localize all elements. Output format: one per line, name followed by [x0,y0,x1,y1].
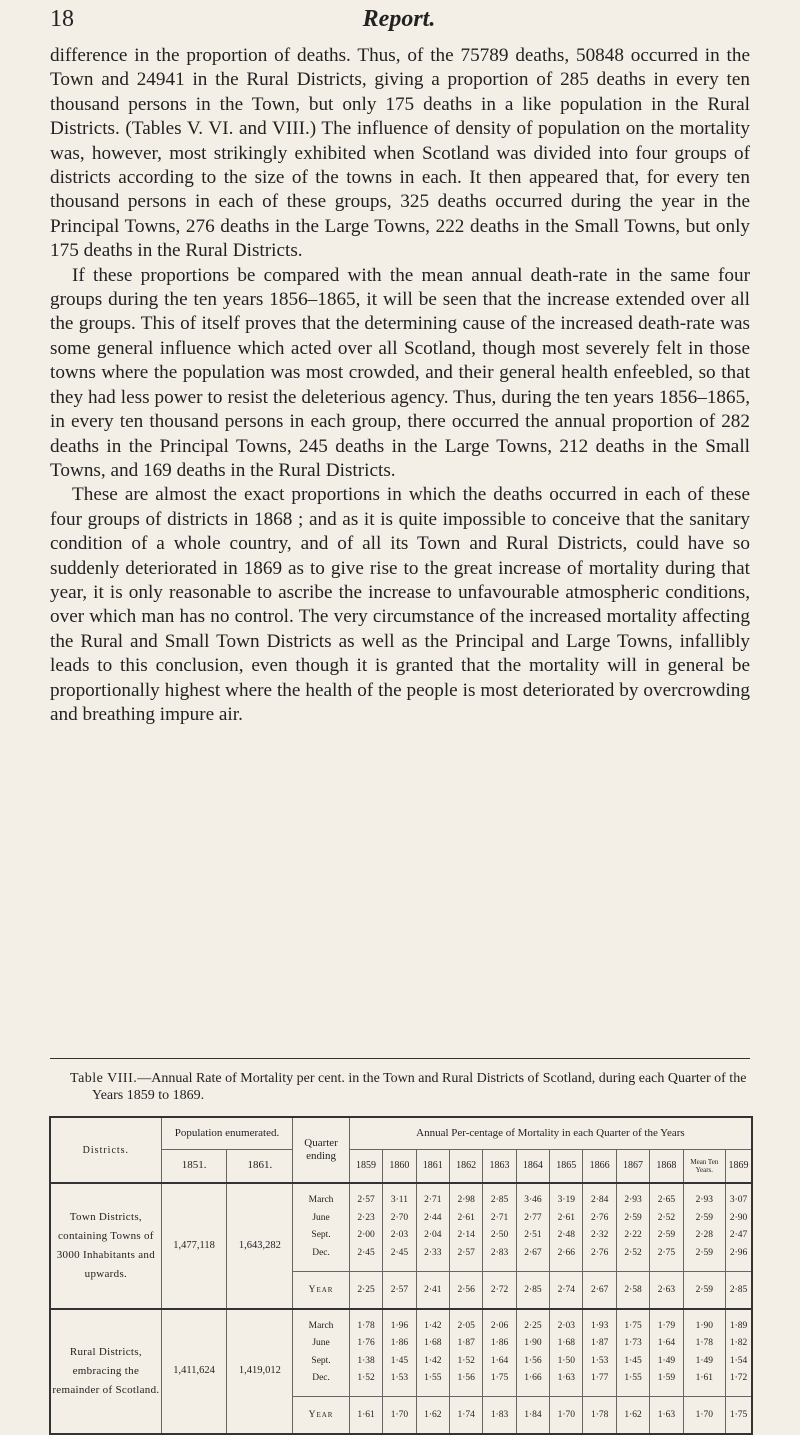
year-label: Year [293,1271,350,1309]
rate-value: 1·87 [457,1338,475,1349]
rate-value: 1·50 [557,1355,575,1366]
year-rate-value: 2·57 [383,1271,416,1309]
year-rate-value: 2·25 [349,1271,382,1309]
rate-value: 2·23 [357,1212,375,1223]
rate-value: 1·77 [590,1373,609,1384]
rate-value: 3·11 [390,1195,408,1206]
paragraph: These are almost the exact proportions in which the deaths occurred in each of these four groups of districts in 1868 ; and as it is quite impossible to conceive that the sanitary condition of a whole country, and of all its Town and Rural Districts, could have so suddenly deteriorated in 1869 as to give rise to the great increase of mortality during that year, it is only reasonable to ascribe the increase to unfavourable atmospheric conditions, over which man has no control. The very circumstance of the increased mortality affecting the Rural and Small Town Districts as well as the Principal and Large Towns, infallibly leads to this conclusion, even though it is granted that the mortality will in general be proportionally highest where the health of the people is most deteriorated by overcrowding and breathing impure air. [50,484,750,725]
rate-value: 1·59 [657,1373,676,1384]
rate-value: 1·76 [357,1338,375,1349]
quarter-values-column [383,1183,416,1271]
quarter-values-column [726,1183,752,1271]
rate-value: 1·63 [557,1373,575,1384]
header-population: Population enumerated. [161,1117,292,1149]
year-rate-value: 2·85 [516,1271,549,1309]
rate-value: 3·19 [557,1195,575,1206]
district-name: Rural Districts, embracing the remainder of Scotland. [50,1309,161,1435]
quarter-values-column [583,1183,616,1271]
table-caption [70,1070,750,1104]
rate-value: 2·25 [524,1320,542,1331]
rate-value: 2·70 [390,1212,409,1223]
year-rate-value: 1·84 [516,1397,549,1435]
year-rate-value: 2·41 [416,1271,449,1309]
header-year: 1859 [349,1149,382,1183]
rate-value: 2·14 [457,1230,475,1241]
quarter-labels [293,1309,350,1397]
rate-value: 2·75 [657,1247,676,1258]
rate-value: 3·07 [729,1195,748,1206]
rate-value: 1·68 [557,1338,575,1349]
quarter-values-column [483,1183,516,1271]
quarter-values-column [483,1309,516,1397]
rate-value: 2·51 [524,1230,542,1241]
rate-value: 2·57 [357,1195,375,1206]
quarter-label: Sept. [311,1355,331,1366]
quarter-values-column [383,1309,416,1397]
year-rate-value: 2·74 [550,1271,583,1309]
rate-value: 2·59 [695,1247,714,1258]
rate-value: 2·45 [357,1247,375,1258]
rate-value: 1·90 [695,1320,714,1331]
year-rate-value: 2·85 [726,1271,752,1309]
quarter-values-column [616,1309,649,1397]
rate-value: 1·45 [390,1355,409,1366]
header-year: 1860 [383,1149,416,1183]
rate-value: 1·72 [729,1373,748,1384]
header-year: 1865 [550,1149,583,1183]
rate-value: 1·75 [624,1320,642,1331]
rate-value: 2·03 [390,1230,409,1241]
header-year: 1862 [449,1149,482,1183]
rate-value: 1·55 [624,1373,642,1384]
rate-value: 2·66 [557,1247,575,1258]
header-year: 1868 [650,1149,683,1183]
quarter-values-column [726,1309,752,1397]
rate-value: 1·89 [729,1320,748,1331]
header-year-1869: 1869 [726,1149,752,1183]
rate-value: 2·98 [457,1195,475,1206]
rate-value: 1·78 [357,1320,375,1331]
quarter-values-column [683,1309,725,1397]
rate-value: 1·55 [424,1373,442,1384]
quarter-values-column [416,1309,449,1397]
rate-value: 2·06 [490,1320,509,1331]
quarter-values-column [449,1183,482,1271]
rate-value: 1·78 [695,1338,714,1349]
quarter-label: June [312,1338,330,1349]
rate-value: 2·22 [624,1230,642,1241]
year-rate-value: 1·61 [349,1397,382,1435]
rate-value: 1·45 [624,1355,642,1366]
rate-value: 2·47 [729,1230,748,1241]
mortality-table [49,1116,753,1435]
quarter-rows [50,1309,752,1397]
year-rate-value: 2·72 [483,1271,516,1309]
rate-value: 2·03 [557,1320,575,1331]
rate-value: 2·05 [457,1320,475,1331]
rate-value: 2·04 [424,1230,442,1241]
rate-value: 2·93 [624,1195,642,1206]
rate-value: 3·46 [524,1195,542,1206]
table-label: Table VIII. [70,1071,138,1086]
quarter-values-column [550,1183,583,1271]
rate-value: 1·73 [624,1338,642,1349]
rate-value: 2·00 [357,1230,375,1241]
population-pop-1851: 1,477,118 [161,1183,227,1309]
rate-value: 1·52 [357,1373,375,1384]
rate-value: 2·85 [490,1195,509,1206]
quarter-values-column [650,1309,683,1397]
rate-value: 2·65 [657,1195,676,1206]
header-year: 1864 [516,1149,549,1183]
rate-value: 1·68 [424,1338,442,1349]
district-name: Town Districts, containing Towns of 3000 Inhabitants and upwards. [50,1183,161,1309]
running-title: Report. [362,6,436,32]
rate-value: 1·96 [390,1320,409,1331]
rate-value: 1·53 [590,1355,609,1366]
rate-value: 2·93 [695,1195,714,1206]
year-rate-value: 1·74 [449,1397,482,1435]
rate-value: 1·86 [390,1338,409,1349]
population-pop-1851: 1,411,624 [161,1309,227,1435]
rate-value: 2·76 [590,1247,609,1258]
year-rate-value: 2·59 [683,1271,725,1309]
year-rate-value: 1·70 [683,1397,725,1435]
rate-value: 1·54 [729,1355,748,1366]
quarter-values-column [516,1183,549,1271]
population-pop-1861: 1,419,012 [227,1309,293,1435]
rate-value: 1·49 [695,1355,714,1366]
quarter-values-column [683,1183,725,1271]
quarter-values-column [416,1183,449,1271]
paragraph: If these proportions be compared with the mean annual death-rate in the same four groups during the ten years 1856–1865, it will be seen that the increase extended over all the groups. This of itself proves that the determining cause of the increased death-rate was some general influence which acted over all Scotland, though most severely felt in those towns where the population was most crowded, and their general health enfeebled, so that they had less power to resist the deleterious agency. Thus, during the ten years 1856–1865, in every ten thousand persons in each group, there occurred the annual proportion of 282 deaths in the Principal Towns, 245 deaths in the Large Towns, 212 deaths in the Small Towns, and 169 deaths in the Rural Districts. [50,264,750,481]
rate-value: 2·76 [590,1212,609,1223]
rate-value: 2·77 [524,1212,542,1223]
quarter-values-column [583,1309,616,1397]
year-label: Year [293,1397,350,1435]
rate-value: 2·59 [657,1230,676,1241]
header-year: 1866 [583,1149,616,1183]
page-header [50,6,748,40]
year-rate-value: 1·70 [383,1397,416,1435]
year-rate-value: 1·78 [583,1397,616,1435]
header-pop-1861: 1861. [227,1149,293,1183]
rate-value: 1·56 [524,1355,542,1366]
page-number: 18 [50,6,74,32]
rate-value: 2·59 [695,1212,714,1223]
rate-value: 2·83 [490,1247,509,1258]
quarter-values-column [616,1183,649,1271]
rate-value: 1·61 [695,1373,714,1384]
rate-value: 2·61 [457,1212,475,1223]
rate-value: 1·75 [490,1373,509,1384]
year-rate-value: 2·63 [650,1271,683,1309]
rate-value: 1·64 [490,1355,509,1366]
year-rate-value: 1·62 [416,1397,449,1435]
rate-value: 2·52 [624,1247,642,1258]
header-districts: Districts. [50,1117,161,1183]
rate-value: 2·57 [457,1247,475,1258]
rate-value: 2·84 [590,1195,609,1206]
rate-value: 1·90 [524,1338,542,1349]
rate-value: 2·28 [695,1230,714,1241]
year-rate-value: 2·56 [449,1271,482,1309]
quarter-label: March [308,1195,334,1206]
header-pop-1851: 1851. [161,1149,227,1183]
rate-value: 1·38 [357,1355,375,1366]
quarter-values-column [516,1309,549,1397]
rate-value: 1·53 [390,1373,409,1384]
rate-value: 2·90 [729,1212,748,1223]
rate-value: 2·33 [424,1247,442,1258]
year-rate-value: 1·83 [483,1397,516,1435]
rate-value: 2·45 [390,1247,409,1258]
body-text [50,44,750,727]
rate-value: 1·42 [424,1320,442,1331]
quarter-values-column [449,1309,482,1397]
header-annual: Annual Per-centage of Mortality in each Quarter of the Years [349,1117,752,1149]
quarter-rows [50,1183,752,1271]
rate-value: 2·67 [524,1247,542,1258]
quarter-label: Sept. [311,1230,331,1241]
rate-value: 1·86 [490,1338,509,1349]
rate-value: 1·79 [657,1320,676,1331]
rate-value: 2·52 [657,1212,676,1223]
rate-value: 1·66 [524,1373,542,1384]
year-rate-value: 2·58 [616,1271,649,1309]
rate-value: 1·87 [590,1338,609,1349]
quarter-labels [293,1183,350,1271]
year-rate-value: 1·62 [616,1397,649,1435]
quarter-label: Dec. [312,1373,330,1384]
rate-value: 2·71 [424,1195,442,1206]
paragraph: difference in the proportion of deaths. Thus, of the 75789 deaths, 50848 occurred in the Town and 24941 in the Rural Districts, giving a proportion of 285 deaths in every ten thousand persons in the Town, but only 175 deaths in a like population in the Rural Districts. (Tables V. VI. and VIII.) The influence of density of population on the mortality was, however, most strikingly exhibited when Scotland was divided into four groups of districts according to the size of the towns in each. It then appeared that, for every ten thousand persons in each of these groups, 325 deaths occurred during the year in the Principal Towns, 276 deaths in the Large Towns, 222 deaths in the Small Towns, but only 175 deaths in the Rural Districts. [50,45,750,262]
quarter-values-column [550,1309,583,1397]
quarter-label: June [312,1212,330,1223]
rate-value: 1·52 [457,1355,475,1366]
rate-value: 2·61 [557,1212,575,1223]
header-year: 1861 [416,1149,449,1183]
rate-value: 1·56 [457,1373,475,1384]
rate-value: 2·71 [490,1212,509,1223]
population-pop-1861: 1,643,282 [227,1183,293,1309]
header-year: 1867 [616,1149,649,1183]
year-rate-value: 1·75 [726,1397,752,1435]
rate-value: 2·96 [729,1247,748,1258]
rate-value: 2·48 [557,1230,575,1241]
rate-value: 1·42 [424,1355,442,1366]
section-divider [50,1058,750,1059]
quarter-values-column [650,1183,683,1271]
year-rate-value: 1·63 [650,1397,683,1435]
header-year: 1863 [483,1149,516,1183]
rate-value: 2·59 [624,1212,642,1223]
rate-value: 2·32 [590,1230,609,1241]
header-mean-ten-years: Mean Ten Years. [683,1149,725,1183]
rate-value: 1·64 [657,1338,676,1349]
rate-value: 2·44 [424,1212,442,1223]
rate-value: 1·93 [590,1320,609,1331]
rate-value: 1·49 [657,1355,676,1366]
table-caption-text: —Annual Rate of Mortality per cent. in the Town and Rural Districts of Scotland, during each Quarter of the Years 1859 to 1869. [92,1071,747,1103]
year-rate-value: 2·67 [583,1271,616,1309]
year-rate-value: 1·70 [550,1397,583,1435]
quarter-values-column [349,1309,382,1397]
rate-value: 1·82 [729,1338,748,1349]
rate-value: 2·50 [490,1230,509,1241]
header-quarter: Quarter ending [293,1117,350,1183]
quarter-values-column [349,1183,382,1271]
quarter-label: March [308,1320,334,1331]
quarter-label: Dec. [312,1247,330,1258]
